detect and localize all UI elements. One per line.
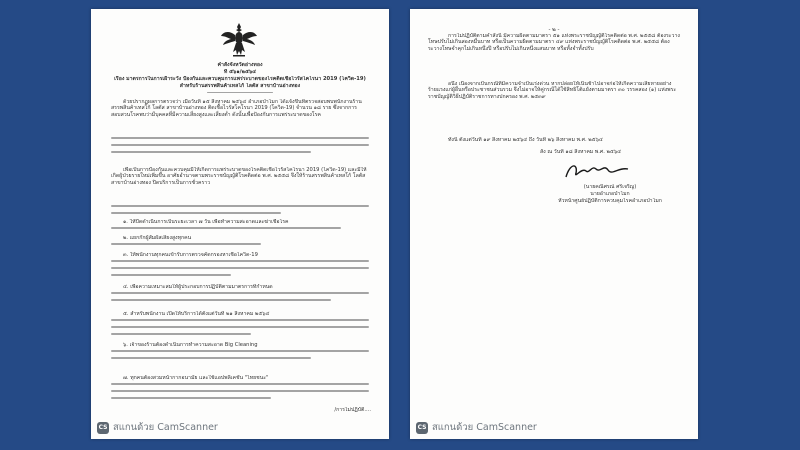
page1-paragraph-1: ด้วยปรากฏผลการตรวจว่า เมื่อวันที่ ๑๕ สิงหาคม ๒๕๖๔ อำเภอป่าโมก ได้แจ้งขึ้นที่ตรวจสอบพบพนักงานร้านสรรพสินค้าเทสโก้ โลตัส สาขาบ้านอ่างทอง ติดเชื้อไวรัสโคโรนา 2019 (โควิด-19) จำนวน ๑๘ ราย ซึ่งจากการสอบสวนโรคพบว่ามีบุคคลที่มีความเสี่ยงสูงและเสี่ยงต่ำ ดังนั้นเพื่อป้องกันการแพร่ระบาดของโรค xyxy=(111,99,362,118)
subject-divider xyxy=(207,92,273,93)
page-number: - ๒ - xyxy=(548,26,560,33)
camscanner-watermark-2 xyxy=(416,420,537,435)
order-number: ที่ ๕๖๑/๒๕๖๔ xyxy=(223,69,257,75)
page2-paragraph-2: อนึ่ง เนื่องจากเป็นกรณีที่มีความจำเป็นเร่งด่วน หากปล่อยให้เนิ่นช้าไปอาจก่อให้เกิดความเสียหายอย่างร้ายแรงแก่ผู้อื่นหรือประชาชนส่วนรวม จึงไม่อาจให้คู่กรณีได้ใช้สิทธิโต้แย้งตามมาตรา ๓๐ วรรคสอง (๑) แห่งพระราชบัญญัติวิธีปฏิบัติราชการทางปกครอง พ.ศ. ๒๕๓๙ xyxy=(428,81,677,100)
document-page-1 xyxy=(91,9,389,439)
page2-paragraph-1: การไม่ปฏิบัติตามคำสั่งนี้ มีความผิดตามมาตรา ๕๑ แห่งพระราชบัญญัติโรคติดต่อ พ.ศ. ๒๕๕๘ ต้องระวางโทษปรับไม่เกินสองหมื่นบาท หรือเป็นความผิดตามมาตรา ๔๙ แห่งพระราชบัญญัติโรคติดต่อ พ.ศ. ๒๕๕๘ ต้องระวางโทษจำคุกไม่เกินหนึ่งปี หรือปรับไม่เกินหนึ่งแสนบาท หรือทั้งจำทั้งปรับ xyxy=(428,33,680,52)
camscanner-text: สแกนด้วย CamScanner xyxy=(113,422,218,433)
order-item-7: ๗. ทุกคนต้องสวมหน้ากากอนามัย และใช้แอปพลิเคชัน "ไทยชนะ" xyxy=(123,375,269,381)
camscanner-watermark xyxy=(97,420,218,435)
order-item-4: ๔. เพื่อความเหมาะสมให้ผู้ประกอบการปฏิบัติตามมาตรการที่กำหนด xyxy=(123,284,273,290)
signer-title-1: นายอำเภอป่าโมก xyxy=(590,191,630,197)
continuation-note: /การไม่ปฏิบัติ.... xyxy=(334,407,371,413)
camscanner-text-2: สแกนด้วย CamScanner xyxy=(432,422,537,433)
order-item-3: ๓. ให้พนักงานทุกคนเข้ารับการตรวจคัดกรองหาเชื้อโควิด-19 xyxy=(123,252,258,258)
signer-name: (นายคณิศรณ์ ศรีเจริญ) xyxy=(583,184,637,190)
signer-title-2: หัวหน้าศูนย์ปฏิบัติการควบคุมโรคอำเภอป่าโมก xyxy=(558,198,662,204)
garuda-emblem-icon xyxy=(219,20,259,60)
order-item-6: ๖. เจ้าของร้านต้องดำเนินการทำความสะอาด Big Cleaning xyxy=(123,342,258,348)
effective-period: ทั้งนี้ ตั้งแต่วันที่ ๑๙ สิงหาคม ๒๕๖๔ ถึง วันที่ ๒๖ สิงหาคม พ.ศ. ๒๕๖๔ xyxy=(448,137,603,143)
order-item-2: ๒. แยกกักผู้สัมผัสเสี่ยงสูงทุกคน xyxy=(123,235,192,241)
signature-icon xyxy=(562,159,632,183)
order-office: คำสั่งจังหวัดอ่างทอง xyxy=(217,62,263,68)
order-date: สั่ง ณ วันที่ ๑๘ สิงหาคม พ.ศ. ๒๕๖๔ xyxy=(540,149,622,155)
order-subject-line-1: เรื่อง มาตรการในการเฝ้าระวัง ป้องกันและควบคุมการแพร่ระบาดของโรคติดเชื้อไวรัสโคโรนา 2019 (โควิด-19) xyxy=(114,76,366,82)
page1-paragraph-2: เพื่อเป็นการป้องกันและควบคุมมิให้เกิดการแพร่ระบาดของโรคติดเชื้อไวรัสโคโรนา 2019 (โควิด-19) และมิให้เกิดผู้ป่วยรายใหม่เพิ่มขึ้น อาศัยอำนาจตามพระราชบัญญัติโรคติดต่อ พ.ศ. ๒๕๕๘ จึงให้ร้านสรรพสินค้าเทสโก้ โลตัส สาขาบ้านอ่างทอง ปิดบริการเป็นการชั่วคราว xyxy=(111,167,367,186)
order-subject-line-2: สำหรับร้านสรรพสินค้าเทสโก้ โลตัส สาขาบ้านอ่างทอง xyxy=(179,83,301,89)
document-page-2 xyxy=(410,9,698,439)
camscanner-logo-icon-2: CS xyxy=(416,422,428,434)
camscanner-logo-icon: CS xyxy=(97,422,109,434)
order-item-1: ๑. ให้ปิดดำเนินการเป็นระยะเวลา ๗ วัน เพื่อทำความสะอาดและฆ่าเชื้อโรค xyxy=(123,219,289,225)
order-item-5: ๕. สำหรับพนักงาน เปิดให้บริการได้ตั้งแต่วันที่ ๒๑ สิงหาคม ๒๕๖๔ xyxy=(123,311,270,317)
